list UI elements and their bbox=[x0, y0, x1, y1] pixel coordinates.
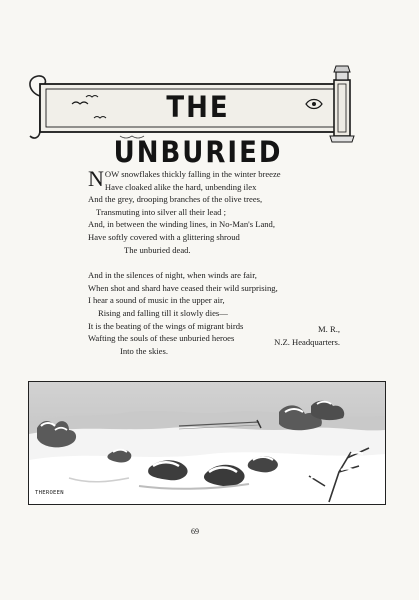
illustration-signature: THEROEEN bbox=[35, 490, 64, 496]
poem-line: The unburied dead. bbox=[124, 244, 191, 255]
poem-line: Have cloaked alike the hard, unbending ilex bbox=[104, 181, 257, 192]
drop-cap: N bbox=[88, 166, 104, 191]
page-number: 69 bbox=[191, 527, 199, 536]
poem-line: OW snowflakes thickly falling in the winter breeze bbox=[104, 169, 281, 179]
poem-signature: M. R., bbox=[318, 324, 340, 334]
poem-line: And in the silences of night, when winds are fair, bbox=[88, 270, 257, 281]
illustration-drawing-icon bbox=[29, 382, 385, 504]
poem-line: Transmuting into silver all their lead ; bbox=[96, 206, 227, 217]
poem-line: I hear a sound of music in the upper air, bbox=[88, 295, 225, 306]
poem-line: Have softly covered with a glittering shroud bbox=[88, 231, 240, 242]
page-title: THE UNBURIED bbox=[113, 91, 283, 170]
poem-stanza-1 bbox=[88, 168, 358, 256]
poem-line: And, in between the winding lines, in No-Man's Land, bbox=[88, 219, 275, 230]
title-banner bbox=[0, 0, 419, 170]
poem-line: It is the beating of the wings of migrant birds bbox=[88, 320, 244, 331]
poem-line: And the grey, drooping branches of the olive trees, bbox=[88, 194, 263, 205]
poem-line: Into the skies. bbox=[120, 345, 168, 356]
poem-line: Wafting the souls of these unburied heroes bbox=[88, 333, 235, 344]
snow-battlefield-illustration bbox=[28, 381, 386, 505]
poem-affiliation: N.Z. Headquarters. bbox=[274, 337, 340, 347]
poem-line: When shot and shard have ceased their wild surprising, bbox=[88, 282, 278, 293]
poem-line: Rising and falling till it slowly dies— bbox=[98, 307, 228, 318]
